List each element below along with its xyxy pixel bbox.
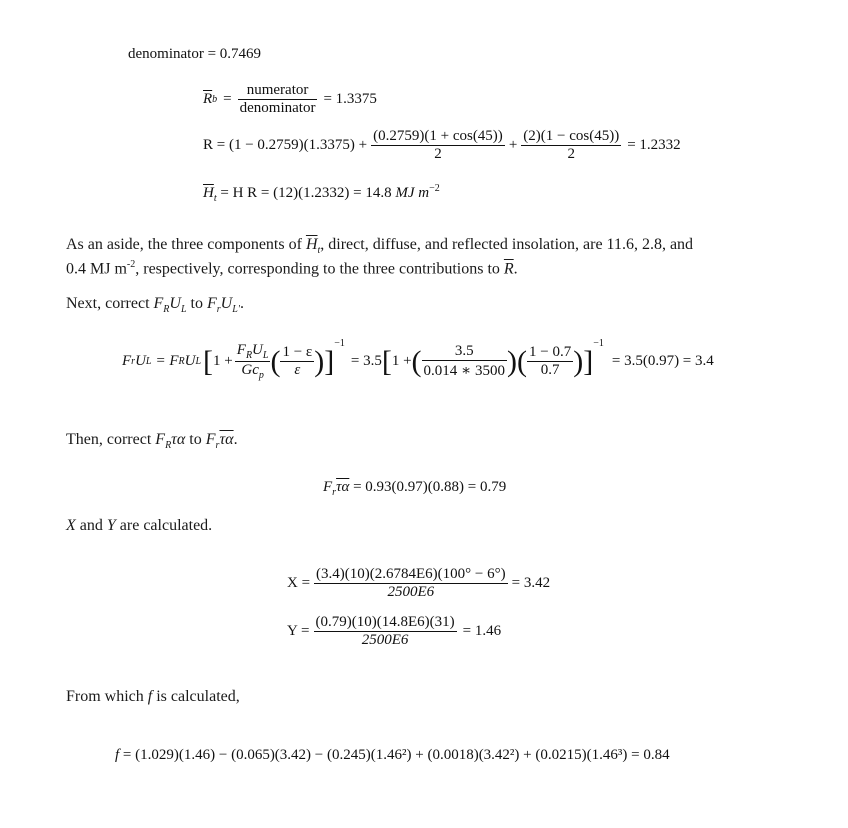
frul-lhs2-sub: L: [145, 356, 152, 367]
aside-part1: As an aside, the three components of: [66, 236, 302, 253]
rb-sub: b: [212, 94, 218, 105]
y-denominator: 2500E6: [361, 632, 409, 648]
y-fraction: [314, 614, 457, 649]
frul-equation: [122, 338, 714, 381]
frul-paren-close: ): [314, 344, 325, 378]
next-b: U: [169, 295, 181, 312]
fta-rhs: = 0.93(0.97)(0.88) = 0.79: [353, 479, 507, 495]
then-end: .: [233, 431, 238, 448]
aside-symbol: $\overline{H}$: [305, 236, 318, 253]
frul-paren3-open: (: [517, 344, 527, 378]
then-c-sub: r: [215, 440, 220, 452]
next-end: .: [239, 295, 244, 312]
frul-mden: 0.7: [540, 362, 560, 378]
rbar-frac1-num: (0.2759)(1 + cos(45)): [373, 128, 503, 144]
frul-exp2: −1: [593, 338, 604, 349]
frul-fden: Gc: [241, 362, 259, 378]
from-which-text: From which: [66, 688, 144, 705]
x-lhs: X =: [287, 575, 311, 591]
ht-middle: = H R = (12)(1.2332) = 14.8: [220, 185, 392, 201]
aside-part2: , direct, diffuse, and reflected insolation, are 11.6, 2.8, and: [320, 236, 694, 253]
then-text: Then, correct: [66, 431, 152, 448]
y-result: = 1.46: [462, 623, 502, 639]
rbar-equation: [203, 128, 681, 163]
fta-lhs-sub: r: [332, 487, 337, 498]
xy-intro-line: [66, 517, 212, 535]
frul-mnum: 1 − 0.7: [529, 344, 572, 360]
frul-bracket-open: [: [203, 344, 214, 378]
from-which-f: f: [147, 688, 153, 705]
from-which-line: [66, 688, 240, 706]
frul-nnum: 3.5: [422, 343, 507, 361]
rb-numerator: numerator: [238, 82, 318, 100]
next-c-sub: r: [216, 304, 221, 316]
then-correct-line: [66, 431, 238, 451]
ht-equation: [203, 183, 440, 204]
denominator-line: denominator = 0.7469: [128, 46, 262, 62]
rbar-frac1-den: 2: [434, 146, 442, 162]
frul-lhs-sub: r: [131, 356, 136, 367]
rb-denominator: denominator: [239, 100, 316, 116]
frul-enum: 1 − ε: [282, 344, 313, 360]
aside-r-symbol: $\overline{R}$: [503, 260, 514, 278]
rb-result: = 1.3375: [323, 91, 377, 107]
frul-nden: 0.014 ∗ 3500: [423, 363, 505, 379]
aside-line2a: 0.4 MJ m: [66, 260, 127, 278]
fta-equation: [323, 479, 506, 498]
xy-intro-and: and: [79, 517, 103, 534]
frul-eq2: = 3.5: [350, 353, 382, 369]
rbar-frac2-den: 2: [567, 146, 575, 162]
aside-line2b: , respectively, corresponding to the three contributions to: [135, 260, 500, 278]
rbar-plus: +: [508, 137, 518, 153]
frul-result: = 3.5(0.97) = 3.4: [611, 353, 714, 369]
frul-fnum: F: [236, 342, 246, 358]
rb-symbol: $\overline{R}$: [203, 91, 213, 107]
frul-fden-sub: p: [258, 370, 264, 381]
frul-frac-n: [422, 343, 507, 380]
aside-symbol-sub: t: [317, 245, 321, 257]
ht-unit-sup: −2: [429, 183, 440, 194]
ht-symbol: $\overline{H}$: [203, 185, 214, 201]
xy-intro-x: X: [66, 517, 76, 534]
rb-equation: $\overline{R}$ b = $\frac{\text{numerator}}{\text{denominator}}$ = 1.3375: [203, 82, 377, 116]
frul-lhs2: U: [135, 353, 146, 369]
aside-line-2: [66, 259, 518, 278]
rbar-fraction-2: [521, 128, 621, 163]
y-numerator: (0.79)(10)(14.8E6)(31): [315, 614, 455, 630]
final-f-equation: [115, 747, 670, 764]
rbar-fraction-1: [371, 128, 505, 163]
next-b-sub: L: [180, 304, 187, 316]
frul-bracket-close: ]: [324, 344, 335, 378]
then-to: to: [189, 431, 202, 448]
frul-frac-m: [527, 344, 573, 379]
rbar-frac2-num: (2)(1 − cos(45)): [523, 128, 620, 144]
y-equation: [287, 614, 501, 649]
x-result: = 3.42: [511, 575, 551, 591]
ht-unit: MJ m: [395, 185, 430, 201]
aside-period: .: [513, 260, 518, 278]
next-to: to: [190, 295, 203, 312]
ht-sub: t: [213, 193, 217, 204]
then-a-sub: R: [165, 440, 172, 452]
x-equation: [287, 566, 550, 601]
rbar-result: = 1.2332: [627, 137, 681, 153]
frul-fnum2-sub: L: [262, 350, 269, 361]
final-rhs: = (1.029)(1.46) − (0.065)(3.42) − (0.245)(1.46²) + (0.0018)(3.42²) + (0.0215)(1.46³) = 0.84: [122, 747, 670, 763]
frul-paren2-close: ): [507, 344, 517, 378]
frul-bracket2-close: ]: [583, 344, 594, 378]
final-f: f: [115, 747, 120, 763]
frul-frac-e: [280, 344, 314, 379]
frul-eq1: = F: [155, 353, 179, 369]
frul-eq1b-sub: L: [195, 356, 202, 367]
xy-intro-y: Y: [106, 517, 116, 534]
then-d: $\overline{\tau\alpha}$: [219, 431, 234, 448]
frul-eq1b: U: [184, 353, 196, 369]
next-a-sub: R: [163, 304, 170, 316]
x-denominator: 2500E6: [387, 584, 435, 600]
y-lhs: Y =: [287, 623, 310, 639]
next-d: U: [220, 295, 233, 312]
fta-symbol: $\overline{\tau\alpha}$: [336, 479, 350, 495]
next-d-sub: L': [232, 304, 240, 316]
fta-lhs: F: [323, 479, 333, 495]
frul-fnum2: U: [252, 342, 263, 358]
then-c: F: [205, 431, 216, 448]
frul-paren2-open: (: [411, 344, 422, 378]
x-numerator: (3.4)(10)(2.6784E6)(100° − 6°): [316, 566, 506, 582]
frul-eq1-sub: R: [178, 356, 185, 367]
next-text: Next, correct: [66, 295, 150, 312]
frul-paren3-close: ): [573, 344, 584, 378]
frul-one-plus: 1 +: [213, 353, 233, 369]
frul-bracket2-open: [: [381, 344, 392, 378]
next-a: F: [153, 295, 164, 312]
aside-line2-sup: -2: [126, 259, 136, 270]
aside-line-1: [66, 236, 693, 256]
rbar-lhs: R = (1 − 0.2759)(1.3375) +: [203, 137, 368, 153]
frul-frac-a: [235, 342, 271, 381]
next-correct-line: [66, 295, 244, 315]
from-which-end: is calculated,: [156, 688, 240, 705]
frul-exp: −1: [334, 338, 345, 349]
frul-fnum-sub: R: [245, 350, 253, 361]
frul-one-plus2: 1 +: [391, 353, 412, 369]
then-b: τα: [171, 431, 186, 448]
frul-paren-open: (: [270, 344, 281, 378]
next-c: F: [206, 295, 217, 312]
x-fraction: [314, 566, 508, 601]
xy-intro-rest: are calculated.: [119, 517, 213, 534]
frul-eden: ε: [294, 362, 301, 378]
frul-lhs: F: [122, 353, 132, 369]
then-a: F: [155, 431, 166, 448]
rb-fraction: [238, 82, 318, 117]
